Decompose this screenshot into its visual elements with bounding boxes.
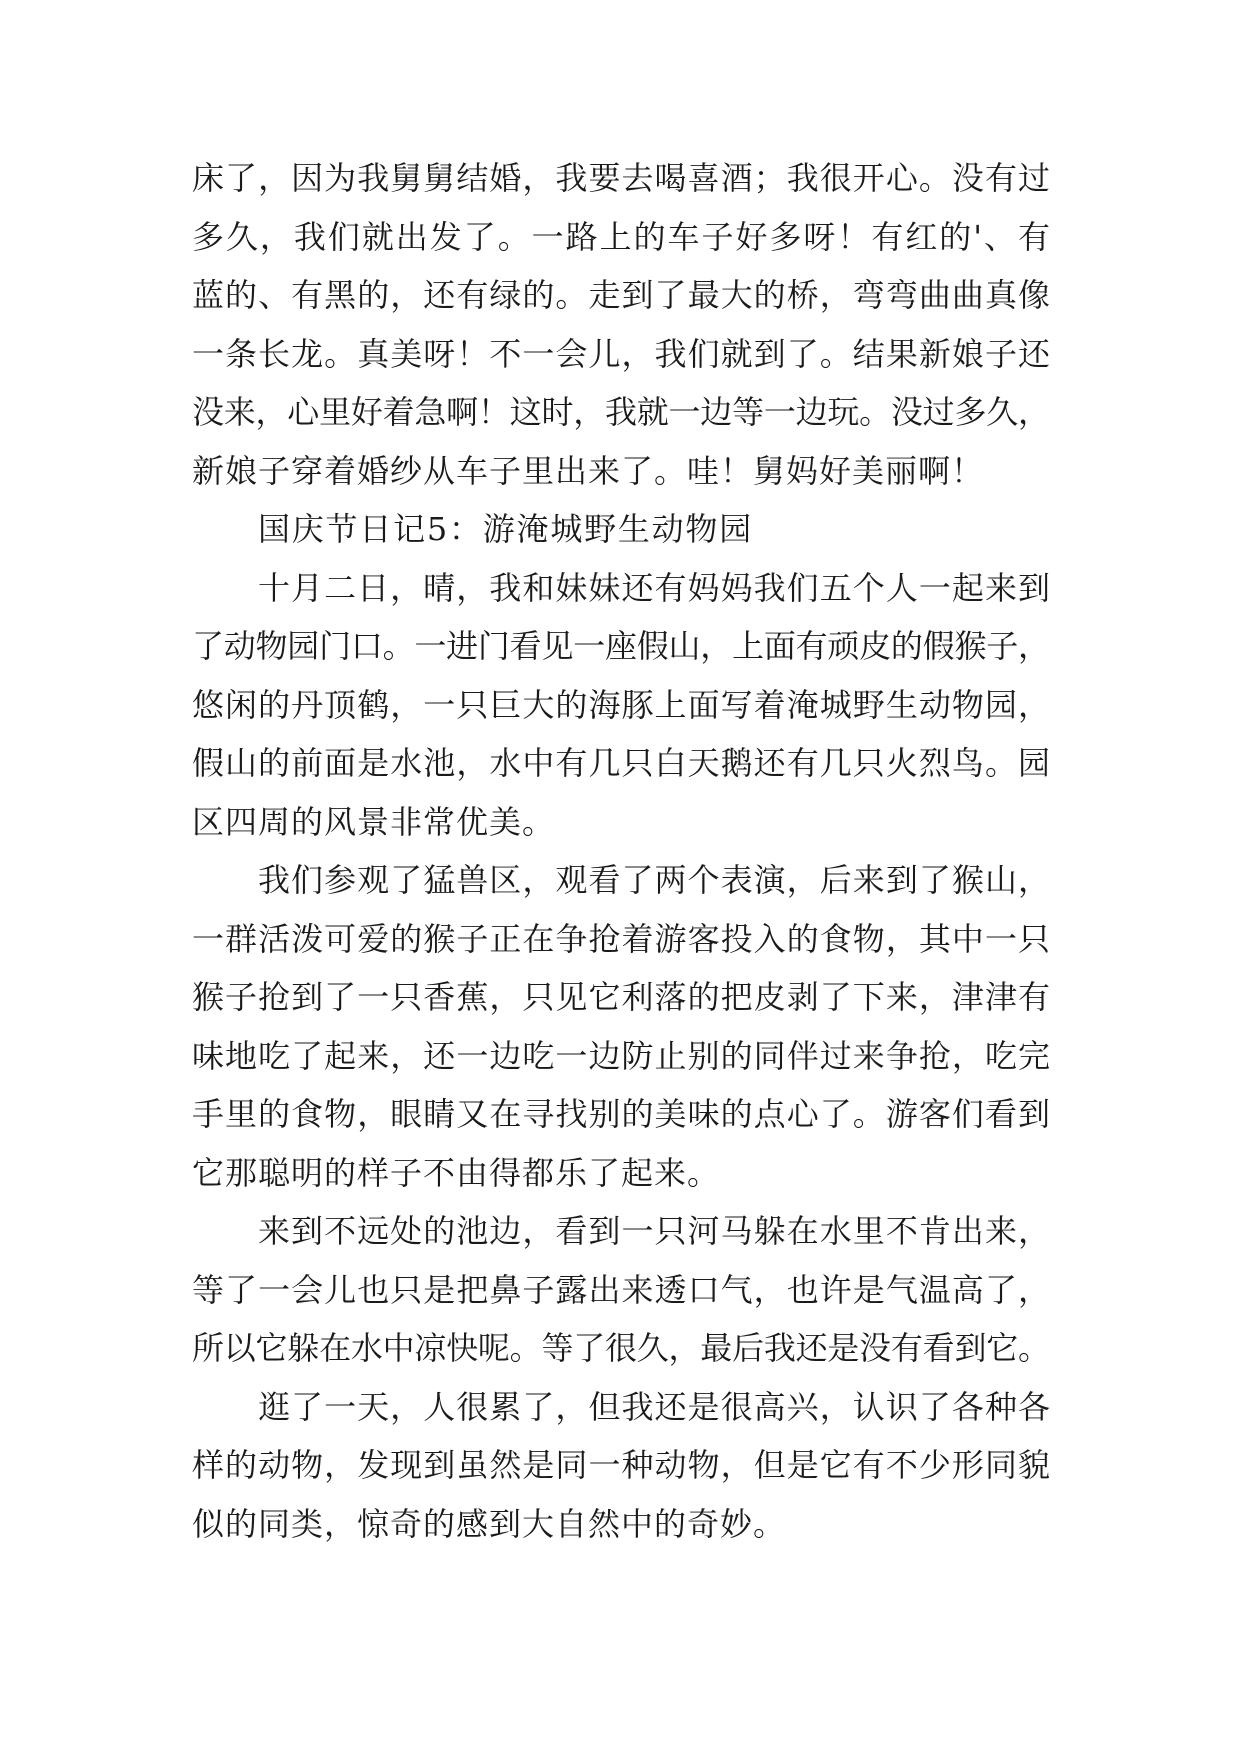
text-line: 来到不远处的池边，看到一只河马躲在水里不肯出来， xyxy=(258,1212,1052,1250)
text-line: 所以它躲在水中凉快呢。等了很久，最后我还是没有看到它。 xyxy=(192,1329,1050,1367)
text-line: 我们参观了猛兽区，观看了两个表演，后来到了猴山， xyxy=(258,861,1052,899)
text-line: 多久，我们就出发了。一路上的车子好多呀！有红的'、有 xyxy=(192,217,1052,256)
text-line: 新娘子穿着婚纱从车子里出来了。哇！舅妈好美丽啊！ xyxy=(192,451,984,490)
text-line: 逛了一天，人很累了，但我还是很高兴，认识了各种各 xyxy=(258,1387,1052,1426)
text-line: 悠闲的丹顶鹤，一只巨大的海豚上面写着淹城野生动物园， xyxy=(192,685,1052,724)
text-line: 猴子抢到了一只香蕉，只见它利落的把皮剥了下来，津津有 xyxy=(192,978,1052,1016)
section-heading-text: 国庆节日记5：游淹城野生动物园 xyxy=(258,510,753,548)
text-line: 手里的食物，眼睛又在寻找别的美味的点心了。游客们看到 xyxy=(192,1095,1052,1133)
paragraph-zoo-entrance xyxy=(192,559,1050,852)
text-line: 一群活泼可爱的猴子正在争抢着游客投入的食物，其中一只 xyxy=(192,919,1052,958)
text-line: 了动物园门口。一进门看见一座假山，上面有顽皮的假猴子， xyxy=(192,627,1050,665)
text-line: 区四周的风景非常优美。 xyxy=(192,802,555,841)
text-line: 味地吃了起来，还一边吃一边防止别的同伴过来争抢，吃完 xyxy=(192,1036,1052,1075)
document-body xyxy=(192,149,1050,1553)
text-line: 等了一会儿也只是把鼻子露出来透口气，也许是气温高了， xyxy=(192,1270,1052,1309)
text-line: 十月二日，晴，我和妹妹还有妈妈我们五个人一起来到 xyxy=(258,568,1052,607)
text-line: 假山的前面是水池，水中有几只白天鹅还有几只火烈鸟。园 xyxy=(192,744,1052,782)
text-line: 一条长龙。真美呀！不一会儿，我们就到了。结果新娘子还 xyxy=(192,334,1052,373)
section-heading xyxy=(192,500,1050,559)
text-line: 没来，心里好着急啊！这时，我就一边等一边玩。没过多久， xyxy=(192,393,1050,431)
paragraph-wedding xyxy=(192,149,1050,500)
text-line: 蓝的、有黑的，还有绿的。走到了最大的桥，弯弯曲曲真像 xyxy=(192,276,1052,314)
paragraph-hippo-pool xyxy=(192,1202,1050,1378)
paragraph-conclusion xyxy=(192,1378,1050,1554)
text-line: 它那聪明的样子不由得都乐了起来。 xyxy=(192,1153,720,1192)
text-line: 似的同类，惊奇的感到大自然中的奇妙。 xyxy=(192,1504,786,1543)
text-line: 床了，因为我舅舅结婚，我要去喝喜酒；我很开心。没有过 xyxy=(192,159,1052,197)
text-line: 样的动物，发现到虽然是同一种动物，但是它有不少形同貌 xyxy=(192,1446,1052,1484)
paragraph-monkey-hill xyxy=(192,851,1050,1202)
